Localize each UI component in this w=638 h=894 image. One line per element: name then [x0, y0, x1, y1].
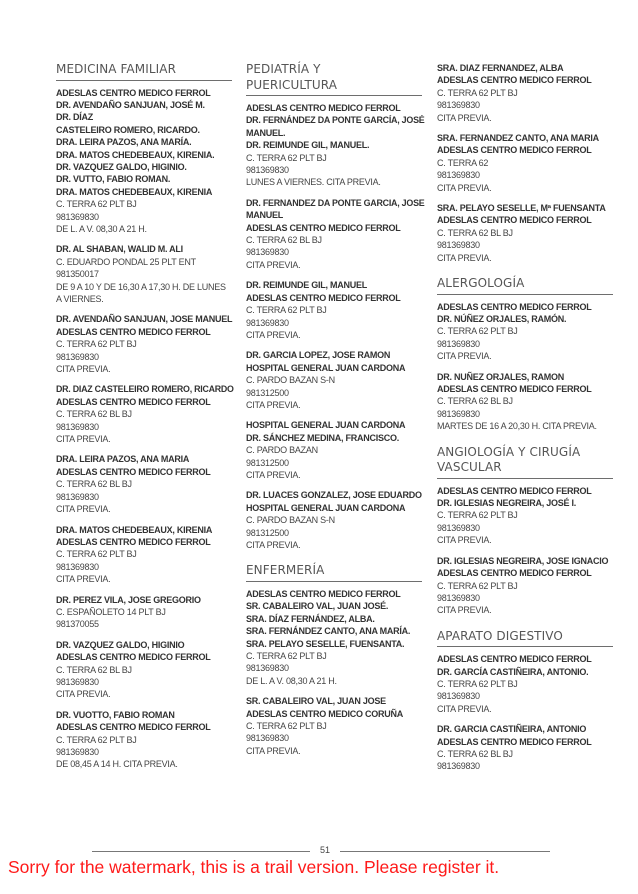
provider-name-line: DRA. LEIRA PAZOS, ANA MARÍA. [56, 137, 192, 148]
provider-name-line: DR. NÚÑEZ ORJALES, RAMÓN. [437, 314, 567, 324]
provider-name-line: DR. REIMUNDE GIL, MANUEL. [246, 140, 370, 151]
provider-detail-line: C. TERRA 62 PLT BJ [437, 326, 518, 337]
provider-name-line: DR. VAZQUEZ GALDO, HIGINIO [56, 639, 185, 650]
provider-detail-line: 981370055 [56, 619, 99, 630]
provider-detail-line: C. TERRA 62 PLT BJ [56, 339, 137, 350]
provider-entry [56, 709, 232, 771]
trial-watermark: Sorry for the watermark, this is a trail version. Please register it. [8, 857, 500, 877]
provider-name-line: ADESLAS CENTRO MEDICO FERROL [246, 222, 401, 233]
provider-detail-line: C. TERRA 62 PLT BJ [246, 650, 327, 661]
provider-detail-line: CITA PREVIA. [56, 434, 111, 445]
provider-entry [437, 301, 613, 363]
provider-name-line: DR. GARCIA CASTIÑEIRA, ANTONIO [437, 724, 587, 735]
provider-detail-line: C. TERRA 62 PLT BJ [437, 510, 518, 521]
provider-detail-line: CITA PREVIA. [246, 745, 301, 756]
provider-name-line: DR. PEREZ VILA, JOSE GREGORIO [56, 594, 201, 605]
provider-entry [437, 555, 613, 617]
footer-rule-right [340, 851, 550, 852]
provider-name-line: ADESLAS CENTRO MEDICO CORUÑA [246, 708, 404, 719]
provider-detail-line: 981350017 [56, 269, 99, 280]
provider-name-line: ADESLAS CENTRO MEDICO FERROL [437, 384, 592, 395]
provider-name-line: ADESLAS CENTRO MEDICO FERROL [56, 87, 211, 98]
page-footer [0, 844, 638, 858]
provider-detail-line: CITA PREVIA. [246, 329, 301, 340]
provider-detail-line: CITA PREVIA. [56, 364, 111, 375]
provider-name-line: SRA. PELAYO SESELLE, Mª FUENSANTA [437, 203, 606, 214]
provider-name-line: CASTELEIRO ROMERO, RICARDO. [56, 124, 200, 135]
provider-name-line: DR. AVENDAÑO SANJUAN, JOSE MANUEL [56, 314, 233, 325]
provider-detail-line: 981312500 [246, 457, 289, 468]
provider-name-line: SRA. FERNÁNDEZ CANTO, ANA MARÍA. [246, 626, 411, 637]
provider-name-line: SR. CABALEIRO VAL, JUAN JOSE [246, 696, 386, 707]
provider-entry [56, 524, 232, 586]
column-middle [246, 62, 425, 765]
specialty-section [246, 563, 422, 757]
provider-detail-line: C. TERRA 62 PLT BJ [437, 580, 518, 591]
provider-detail-line: 981369830 [246, 663, 289, 674]
provider-name-line: DR. DÍAZ [56, 112, 93, 123]
provider-detail-line: 981312500 [246, 387, 289, 398]
provider-detail-line: CITA PREVIA. [437, 182, 492, 193]
provider-detail-line: 981369830 [56, 747, 99, 757]
provider-name-line: ADESLAS CENTRO MEDICO FERROL [437, 215, 592, 226]
provider-name-line: ADESLAS CENTRO MEDICO FERROL [437, 654, 592, 665]
provider-entry [246, 695, 422, 757]
provider-name-line: SRA. FERNANDEZ CANTO, ANA MARIA [437, 133, 599, 144]
specialty-heading: ENFERMERÍA [246, 563, 422, 582]
column-right [437, 62, 613, 781]
provider-detail-line: CITA PREVIA. [437, 252, 492, 263]
provider-name-line: ADESLAS CENTRO MEDICO FERROL [437, 145, 592, 156]
specialty-heading: ALERGOLOGÍA [437, 276, 613, 295]
provider-entry [437, 371, 613, 433]
provider-detail-line: 981369830 [246, 317, 289, 328]
provider-name-line: ADESLAS CENTRO MEDICO FERROL [56, 652, 211, 663]
provider-detail-line: C. TERRA 62 PLT BJ [56, 549, 137, 560]
provider-name-line: SRA. DÍAZ FERNÁNDEZ, ALBA. [246, 613, 375, 624]
provider-name-line: SR. CABALEIRO VAL, JUAN JOSÉ. [246, 601, 389, 612]
provider-name-line: DR. GARCÍA CASTIÑEIRA, ANTONIO. [437, 666, 589, 677]
provider-detail-line: C. TERRA 62 BL BJ [437, 396, 513, 407]
provider-detail-line: CITA PREVIA. [437, 351, 492, 362]
provider-name-line: DR. FERNÁNDEZ DA PONTE GARCÍA, JOSÉ [246, 115, 425, 126]
specialty-section [56, 62, 232, 771]
provider-name-line: SRA. PELAYO SESELLE, FUENSANTA. [246, 638, 405, 649]
provider-detail-line: 981312500 [246, 527, 289, 538]
provider-name-line: DR. NUÑEZ ORJALES, RAMON [437, 371, 565, 382]
provider-detail-line: C. TERRA 62 BL BJ [56, 479, 132, 490]
provider-detail-line: 981369830 [437, 100, 480, 111]
provider-detail-line: 981369830 [437, 170, 480, 181]
specialty-heading: MEDICINA FAMILIAR [56, 62, 232, 81]
provider-entry [437, 62, 613, 124]
provider-name-line: ADESLAS CENTRO MEDICO FERROL [246, 588, 401, 599]
provider-detail-line: 981369830 [56, 676, 99, 687]
provider-detail-line: C. ESPAÑOLETO 14 PLT BJ [56, 606, 166, 617]
provider-detail-line: C. EDUARDO PONDAL 25 PLT ENT [56, 256, 196, 267]
provider-name-line: DR. IGLESIAS NEGREIRA, JOSÉ I. [437, 498, 577, 509]
provider-entry [246, 349, 422, 411]
provider-name-line: ADESLAS CENTRO MEDICO FERROL [246, 103, 401, 113]
provider-detail-line: C. TERRA 62 BL BJ [246, 235, 322, 246]
specialty-section [437, 62, 613, 264]
provider-detail-line: CITA PREVIA. [56, 504, 111, 515]
provider-entry [246, 489, 422, 551]
provider-entry [56, 383, 232, 445]
provider-entry [437, 653, 613, 715]
provider-detail-line: C. PARDO BAZAN [246, 445, 318, 456]
specialty-section [246, 62, 425, 551]
provider-detail-line: 981369830 [437, 691, 480, 702]
provider-detail-line: 981369830 [56, 561, 99, 572]
specialty-section [437, 445, 613, 617]
provider-entry [56, 87, 232, 236]
provider-detail-line: C. TERRA 62 BL BJ [437, 749, 513, 760]
provider-detail-line: C. TERRA 62 BL BJ [56, 409, 132, 420]
provider-detail-line: C. TERRA 62 PLT BJ [246, 152, 327, 163]
provider-detail-line: 981369830 [437, 761, 480, 772]
provider-name-line: DRA. MATOS CHEDEBEAUX, KIRENIA [56, 524, 213, 535]
provider-name-line: ADESLAS CENTRO MEDICO FERROL [56, 396, 211, 407]
provider-name-line: ADESLAS CENTRO MEDICO FERROL [437, 485, 592, 496]
provider-detail-line: LUNES A VIERNES. CITA PREVIA. [246, 177, 381, 188]
specialty-heading: APARATO DIGESTIVO [437, 629, 613, 648]
provider-detail-line: 981369830 [56, 351, 99, 362]
provider-name-line: DRA. LEIRA PAZOS, ANA MARIA [56, 454, 190, 465]
provider-name-line: HOSPITAL GENERAL JUAN CARDONA [246, 362, 406, 373]
provider-name-line: DR. AL SHABAN, WALID M. ALI [56, 244, 183, 255]
provider-entry [56, 243, 232, 305]
provider-detail-line: DE 9 A 10 Y DE 16,30 A 17,30 H. DE LUNES [56, 281, 226, 292]
provider-name-line: MANUEL. [246, 127, 286, 138]
provider-name-line: SRA. DIAZ FERNANDEZ, ALBA [437, 63, 564, 73]
provider-detail-line: CITA PREVIA. [437, 535, 492, 546]
provider-detail-line: CITA PREVIA. [246, 259, 301, 270]
provider-name-line: DR. LUACES GONZALEZ, JOSE EDUARDO [246, 490, 422, 501]
provider-detail-line: C. TERRA 62 BL BJ [56, 664, 132, 675]
specialty-heading: ANGIOLOGÍA Y CIRUGÍA VASCULAR [437, 445, 613, 479]
provider-detail-line: 981369830 [56, 491, 99, 502]
provider-name-line: ADESLAS CENTRO MEDICO FERROL [437, 568, 592, 579]
column-left [56, 62, 232, 779]
provider-detail-line: DE L. A V. 08,30 A 21 H. [56, 223, 147, 234]
provider-name-line: ADESLAS CENTRO MEDICO FERROL [437, 736, 592, 747]
provider-entry [246, 419, 422, 481]
provider-name-line: DR. FERNANDEZ DA PONTE GARCIA, JOSE [246, 197, 425, 208]
provider-detail-line: CITA PREVIA. [56, 574, 111, 585]
provider-detail-line: 981369830 [437, 522, 480, 533]
provider-detail-line: MARTES DE 16 A 20,30 H. CITA PREVIA. [437, 421, 597, 432]
provider-detail-line: 981369830 [246, 165, 289, 176]
provider-name-line: ADESLAS CENTRO MEDICO FERROL [437, 301, 592, 312]
provider-name-line: DR. DIAZ CASTELEIRO ROMERO, RICARDO [56, 384, 234, 395]
provider-detail-line: C. TERRA 62 PLT BJ [56, 199, 137, 210]
provider-detail-line: CITA PREVIA. [437, 703, 492, 714]
provider-detail-line: 981369830 [56, 211, 99, 222]
provider-detail-line: A VIERNES. [56, 294, 104, 304]
provider-name-line: ADESLAS CENTRO MEDICO FERROL [56, 722, 211, 733]
specialty-section [437, 276, 613, 433]
provider-entry [246, 279, 422, 341]
specialty-section [437, 629, 613, 773]
provider-name-line: DR. IGLESIAS NEGREIRA, JOSE IGNACIO [437, 555, 609, 566]
footer-rule-left [92, 851, 310, 852]
provider-detail-line: C. TERRA 62 PLT BJ [437, 87, 518, 98]
provider-name-line: DR. GARCIA LOPEZ, JOSE RAMON [246, 350, 391, 361]
provider-detail-line: CITA PREVIA. [56, 689, 111, 700]
provider-detail-line: DE L. A V. 08,30 A 21 H. [246, 675, 337, 686]
page-number: 51 [319, 845, 330, 855]
provider-name-line: ADESLAS CENTRO MEDICO FERROL [246, 292, 401, 303]
provider-entry [437, 202, 613, 264]
provider-name-line: ADESLAS CENTRO MEDICO FERROL [56, 466, 211, 477]
provider-name-line: DRA. MATOS CHEDEBEAUX, KIRENIA [56, 186, 213, 197]
provider-detail-line: C. TERRA 62 PLT BJ [437, 679, 518, 690]
provider-detail-line: 981369830 [437, 338, 480, 349]
provider-entry [56, 594, 232, 631]
provider-detail-line: CITA PREVIA. [437, 112, 492, 123]
provider-name-line: DR. SÁNCHEZ MEDINA, FRANCISCO. [246, 432, 400, 443]
provider-entry [56, 639, 232, 701]
provider-detail-line: 981369830 [246, 247, 289, 258]
provider-detail-line: C. TERRA 62 PLT BJ [56, 734, 137, 745]
provider-detail-line: CITA PREVIA. [246, 469, 301, 480]
provider-name-line: ADESLAS CENTRO MEDICO FERROL [56, 326, 211, 337]
provider-detail-line: 981369830 [246, 733, 289, 744]
provider-entry [246, 197, 425, 271]
provider-name-line: MANUEL [246, 210, 283, 221]
specialty-heading: PEDIATRÍA Y PUERICULTURA [246, 62, 422, 96]
provider-name-line: HOSPITAL GENERAL JUAN CARDONA [246, 420, 406, 431]
provider-entry [246, 102, 425, 189]
provider-name-line: DR. VAZQUEZ GALDO, HIGINIO. [56, 161, 187, 172]
provider-detail-line: CITA PREVIA. [246, 540, 301, 550]
provider-name-line: ADESLAS CENTRO MEDICO FERROL [437, 75, 592, 86]
provider-detail-line: CITA PREVIA. [246, 399, 301, 410]
provider-detail-line: 981369830 [56, 421, 99, 432]
provider-name-line: ADESLAS CENTRO MEDICO FERROL [56, 536, 211, 547]
provider-detail-line: C. TERRA 62 BL BJ [437, 227, 513, 238]
provider-name-line: HOSPITAL GENERAL JUAN CARDONA [246, 502, 406, 513]
provider-detail-line: C. TERRA 62 [437, 157, 489, 168]
provider-name-line: DR. VUOTTO, FABIO ROMAN [56, 709, 175, 720]
provider-detail-line: DE 08,45 A 14 H. CITA PREVIA. [56, 759, 178, 770]
provider-entry [56, 313, 232, 375]
provider-name-line: DR. AVENDAÑO SANJUAN, JOSÉ M. [56, 99, 205, 110]
provider-name-line: DR. VUTTO, FABIO ROMAN. [56, 174, 171, 185]
provider-entry [246, 588, 422, 687]
provider-detail-line: C. PARDO BAZAN S-N [246, 375, 335, 386]
provider-detail-line: C. TERRA 62 PLT BJ [246, 720, 327, 731]
provider-detail-line: C. PARDO BAZAN S-N [246, 515, 335, 526]
provider-entry [56, 453, 232, 515]
provider-entry [437, 723, 613, 773]
provider-detail-line: C. TERRA 62 PLT BJ [246, 305, 327, 316]
provider-entry [437, 485, 613, 547]
provider-name-line: DRA. MATOS CHEDEBEAUX, KIRENIA. [56, 149, 215, 160]
provider-detail-line: 981369830 [437, 592, 480, 603]
provider-detail-line: 981369830 [437, 240, 480, 251]
provider-detail-line: 981369830 [437, 408, 480, 419]
provider-entry [437, 132, 613, 194]
provider-detail-line: CITA PREVIA. [437, 605, 492, 616]
provider-name-line: DR. REIMUNDE GIL, MANUEL [246, 280, 367, 291]
